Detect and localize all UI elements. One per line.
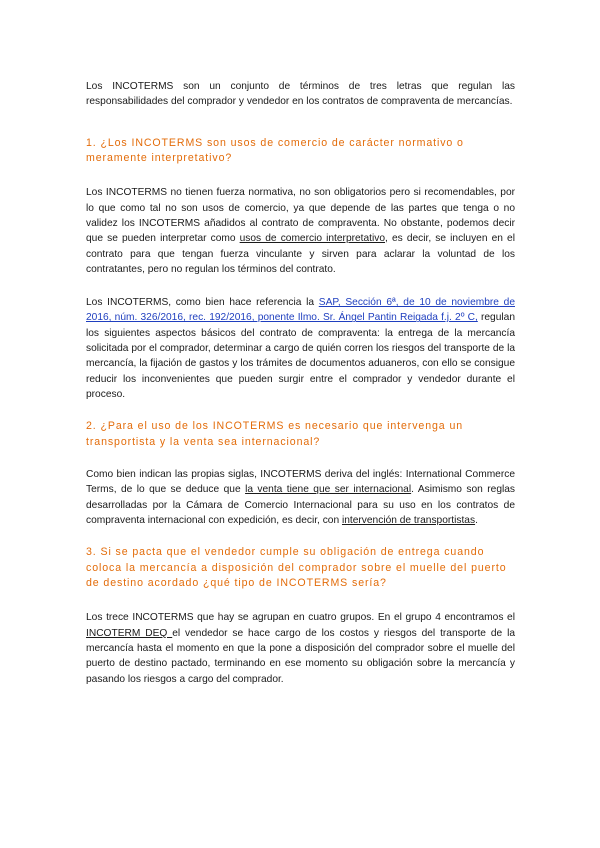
section-1-p1-text-end: , es decir, se incluyen en el contrato para que tengan fuerza vinculante y sirven para aclarar la voluntad de los contratantes, pero no regulan los términos del contrato. xyxy=(86,233,515,275)
section-3-text-end: el vendedor se hace cargo de los costos y riesgos del transporte de la mercancía hasta el momento en que la pone a disposición del comprador sobre el muelle del puerto de destino pactado, terminando en ese momento su obligación sobre la mercancía y pasando los riesgos a cargo del comprador. xyxy=(86,627,515,685)
section-1-p1-text: Los INCOTERMS no tienen fuerza normativa, no son obligatorios pero si recomendables, por lo que como tal no son usos de comercio, ya que depende de las partes que tenga o no validez los INCOTERMS añadidos al contrato de compraventa. No obstante, podemos decir que se pueden interpretar como xyxy=(86,187,515,245)
section-1-paragraph-2 xyxy=(86,295,515,402)
section-2-heading: 2. ¿Para el uso de los INCOTERMS es necesario que intervenga un transportista y la venta sea internacional? xyxy=(86,420,464,448)
section-1-p2-text: Los INCOTERMS, como bien hace referencia la xyxy=(86,297,319,309)
incoterm-deq-underlined: INCOTERM DEQ xyxy=(86,627,173,639)
section-3-heading: 3. Si se pacta que el vendedor cumple su obligación de entrega cuando coloca la mercancía a disposición del comprador sobre el muelle del puerto de destino acordado ¿qué tipo de INCOTERMS sería? xyxy=(86,546,507,590)
sap-citation-link[interactable]: SAP, Sección 6ª, de 10 de noviembre de 2016, núm. 326/2016, rec. 192/2016, ponente Ilmo. Sr. Ángel Pantin Reigada f.j. 2º C, xyxy=(86,297,515,324)
section-2-text-end: . xyxy=(475,514,478,526)
section-1-heading: 1. ¿Los INCOTERMS son usos de comercio de carácter normativo o meramente interpretativo? xyxy=(86,136,464,164)
venta-internacional-underlined: la venta tiene que ser internacional xyxy=(245,484,412,496)
section-2-paragraph xyxy=(86,467,515,528)
section-3-text: Los trece INCOTERMS que hay se agrupan en cuatro grupos. En el grupo 4 encontramos el xyxy=(86,612,515,624)
document-page xyxy=(86,79,515,687)
section-2-text: Como bien indican las propias siglas, INCOTERMS deriva del inglés: International Commerce Terms, de lo que se deduce que xyxy=(86,469,515,496)
section-1-paragraph-1 xyxy=(86,185,515,277)
section-3-paragraph xyxy=(86,610,515,686)
section-1-p2-text-end: regulan los siguientes aspectos básicos del contrato de compraventa: la entrega de la mercancía solicitada por el comprador, determinar a cargo de quién corren los riesgos del transporte de la mercancía, la fijación de gastos y los trámites de documentos aduaneros, con ello se consigue reducir los inconvenientes que pueden surgir entre el comprador y vendedor durante el proceso. xyxy=(86,312,515,400)
section-2-text-middle: . Asimismo son reglas desarrolladas por la Cámara de Comercio Internacional para su uso en los contratos de compraventa internacional con expedición, es decir, con xyxy=(86,484,516,526)
transportistas-underlined: intervención de transportistas xyxy=(341,514,476,526)
usos-comercio-underlined: usos de comercio interpretativo xyxy=(239,233,386,245)
intro-paragraph: Los INCOTERMS son un conjunto de términos de tres letras que regulan las responsabilidades del comprador y vendedor en los contratos de compraventa de mercancías. xyxy=(86,81,515,108)
